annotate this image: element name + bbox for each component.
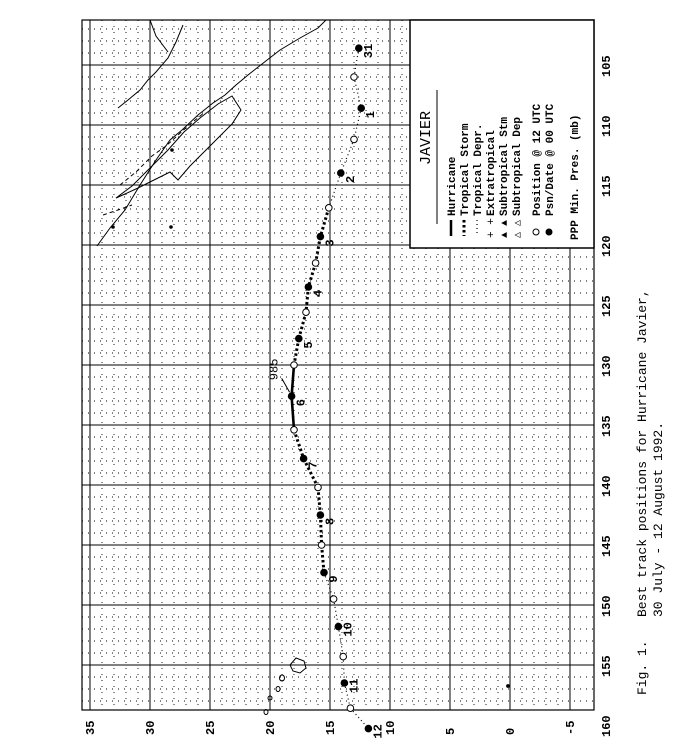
track-date-label: 5 xyxy=(301,341,316,349)
x-tick-label: 135 xyxy=(600,415,614,437)
legend-symbol-subtropical-depression: △ △ xyxy=(513,219,524,238)
y-tick-label: 0 xyxy=(504,727,518,735)
caption-line-2: 30 July - 12 August 1992. xyxy=(651,421,666,617)
track-segment xyxy=(354,77,361,108)
track-segment xyxy=(354,48,359,77)
track-date-label: 31 xyxy=(361,43,376,59)
track-point-12utc xyxy=(303,309,310,316)
track-point-12utc xyxy=(291,362,298,369)
track-point-12utc xyxy=(340,653,347,660)
y-tick-label: 20 xyxy=(264,720,278,735)
hawaiian-islands xyxy=(264,658,509,715)
track-segment xyxy=(292,365,294,396)
x-tick-label: 110 xyxy=(600,115,614,137)
track-point-12utc xyxy=(291,427,298,434)
x-tick-label: 150 xyxy=(600,595,614,617)
track-point-00utc xyxy=(305,284,312,291)
track-segment xyxy=(320,515,321,545)
track-segment xyxy=(322,545,324,573)
track-segment xyxy=(299,312,306,338)
figure-caption xyxy=(635,289,666,695)
track-point-00utc xyxy=(338,170,345,177)
coastline xyxy=(97,20,326,246)
track-segment xyxy=(318,487,320,515)
track-point-00utc xyxy=(358,105,365,112)
legend-item-label: Tropical Depr. xyxy=(473,123,485,216)
track-point-00utc xyxy=(317,512,324,519)
x-tick-label: 160 xyxy=(600,715,614,737)
track-point-12utc xyxy=(315,484,322,491)
y-tick-label: 5 xyxy=(444,727,458,735)
track-segment xyxy=(329,173,341,208)
legend-item xyxy=(532,103,544,235)
track-point-00utc xyxy=(321,569,328,576)
track-point-12utc xyxy=(330,596,337,603)
longitude-tick-labels xyxy=(600,55,614,737)
legend-item-label: Psn/Date @ 00 UTC xyxy=(545,103,557,216)
track-segment xyxy=(320,208,328,237)
x-tick-label: 145 xyxy=(600,535,614,557)
track-segment xyxy=(343,657,344,683)
min-pressure-arrow xyxy=(282,378,290,392)
min-pressure-label: 985 xyxy=(267,358,282,381)
track-segment xyxy=(341,139,354,173)
x-tick-label: 105 xyxy=(600,55,614,77)
x-tick-label: 155 xyxy=(600,655,614,677)
storm-track-points xyxy=(288,44,385,739)
track-date-label: 10 xyxy=(341,622,356,637)
track-point-00utc xyxy=(288,393,295,400)
x-tick-label: 130 xyxy=(600,355,614,377)
track-segment xyxy=(354,108,361,139)
legend-title: JAVIER xyxy=(418,110,435,165)
y-tick-label: -5 xyxy=(564,720,578,735)
x-tick-label: 125 xyxy=(600,295,614,317)
legend-item-label: Position @ 12 UTC xyxy=(532,103,544,216)
track-point-12utc xyxy=(326,205,333,212)
track-point-12utc xyxy=(312,260,319,267)
y-tick-label: 35 xyxy=(84,720,98,735)
track-date-label: 9 xyxy=(327,575,341,583)
track-segment xyxy=(294,430,304,459)
track-date-label: 7 xyxy=(306,461,321,469)
track-date-label: 1 xyxy=(364,110,379,119)
track-segment xyxy=(334,599,339,627)
track-date-label: 4 xyxy=(311,289,326,297)
y-tick-label: 15 xyxy=(324,720,338,735)
legend-item-label: Subtropical Stm xyxy=(499,116,511,216)
track-point-12utc xyxy=(318,542,325,549)
legend-item xyxy=(570,115,582,240)
track-segment xyxy=(316,237,321,263)
legend-symbol-subtropical-storm: ▲ ▲ xyxy=(500,219,511,238)
legend xyxy=(410,20,594,248)
latitude-tick-labels xyxy=(84,721,578,735)
track-segment xyxy=(350,708,368,728)
caption-label: Fig. 1. xyxy=(635,640,650,695)
legend-item-label: PPP Min. Pres. (mb) xyxy=(570,114,582,240)
x-tick-label: 140 xyxy=(600,475,614,497)
track-date-label: 3 xyxy=(323,239,338,247)
legend-item xyxy=(486,130,498,238)
x-tick-label: 120 xyxy=(600,235,614,257)
track-date-label: 6 xyxy=(294,398,309,407)
y-tick-label: 10 xyxy=(384,720,398,735)
track-point-00utc xyxy=(296,335,303,342)
legend-symbol-12utc xyxy=(533,229,539,235)
track-segment xyxy=(294,339,299,365)
caption-line-1: Best track positions for Hurricane Javier, xyxy=(635,289,650,617)
y-tick-label: 30 xyxy=(144,720,158,735)
legend-item-label: Subtropical Dep xyxy=(512,116,524,216)
track-point-00utc xyxy=(317,233,324,240)
track-point-12utc xyxy=(347,705,354,712)
legend-item-label: Hurricane xyxy=(447,156,459,216)
legend-item-label: Tropical Storm xyxy=(460,123,472,216)
legend-symbol-extratropical: + + xyxy=(486,218,498,238)
y-tick-label: 25 xyxy=(204,720,218,735)
legend-symbol-00utc xyxy=(546,229,552,235)
min-pressure-annotation xyxy=(268,359,290,393)
track-date-label: 12 xyxy=(371,724,386,739)
track-point-00utc xyxy=(300,455,307,462)
track-point-12utc xyxy=(351,136,358,143)
track-date-label: 8 xyxy=(323,517,338,525)
track-date-label: 11 xyxy=(347,678,362,693)
track-point-12utc xyxy=(351,74,358,81)
legend-item xyxy=(545,103,557,235)
track-date-label: 2 xyxy=(343,175,358,183)
legend-item-label: Extratropical xyxy=(486,130,498,216)
x-tick-label: 115 xyxy=(600,175,614,197)
